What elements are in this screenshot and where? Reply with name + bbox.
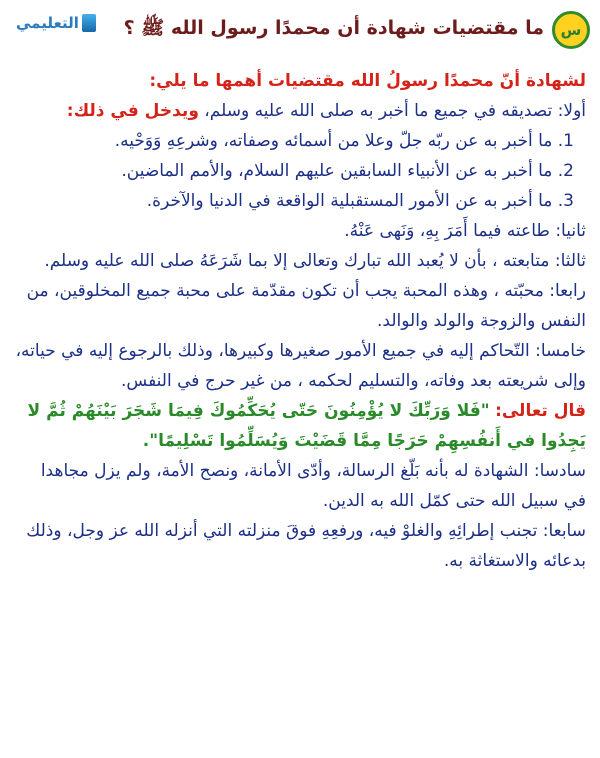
list-item-1: 1. ما أخبر به عن ربّه جلّ وعلا من أسمائه وصفاته، وشرعِهِ وَوَحْيه. xyxy=(114,131,574,151)
paragraph-first-text: تصديقه في جميع ما أخبر به صلى الله عليه وسلم، xyxy=(204,101,553,121)
question-badge: س xyxy=(552,11,590,49)
paragraph-fifth: خامسا: التّحاكم إليه في جميع الأمور صغيرها وكبيرها، وذلك بالرجوع إليه في حياته، وإلى شريعته بعد وفاته، والتسليم لحكمه ، من غير حرج في النفس. xyxy=(15,341,586,391)
paragraph-sixth: سادسا: الشهادة له بأنه بَلّغ الرسالة، وأدّى الأمانة، ونصح الأمة، ولم يزل مجاهدا في سبيل الله حتى كمّل الله به الدين. xyxy=(40,461,586,511)
quote-label: قال تعالى: xyxy=(495,401,586,421)
paragraph-fourth: رابعا: محبّته ، وهذه المحبة يجب أن تكون مقدّمة على محبة جميع المخلوقين، من النفس والزوجة والولد والوالد. xyxy=(26,281,586,331)
answer-content xyxy=(14,66,586,576)
logo-text: التعليمي xyxy=(16,14,79,32)
site-logo[interactable] xyxy=(16,14,96,32)
paragraph-third: ثالثا: متابعته ، بأن لا يُعبد الله تبارك وتعالى إلا بما شَرَعَهُ صلى الله عليه وسلم. xyxy=(44,251,586,271)
list-item-3: 3. ما أخبر به عن الأمور المستقبلية الواقعة في الدنيا والآخرة. xyxy=(146,191,574,211)
quran-quote xyxy=(14,396,586,456)
question-header xyxy=(16,8,590,52)
logo-icon xyxy=(82,14,96,32)
quote-text: "فَلا وَرَبِّكَ لا يُؤْمِنُونَ حَتّى يُحَكِّمُوكَ فِيمَا شَجَرَ بَيْنَهُمْ ثُمَّ لا يَجِدُوا في أَنفُسِهِمْ حَرَجًا مِمَّا قَضَيْتَ وَيُسَلِّمُوا تَسْلِيمًا". xyxy=(27,401,586,451)
paragraph-first xyxy=(14,96,586,126)
paragraph-first-label: أولا: xyxy=(557,101,586,121)
paragraph-seventh: سابعا: تجنب إطرائِهِ والغلوْ فيه، ورفعِهِ فوقَ منزلته التي أنزله الله عز وجل، وذلك بدعائه والاستغاثة به. xyxy=(26,521,586,571)
paragraph-second: ثانيا: طاعته فيما أَمَرَ بِهِ، وَنَهى عَنْهُ. xyxy=(344,221,586,241)
intro-line: لشهادة أنّ محمدًا رسولُ الله مقتضيات أهمها ما يلي: xyxy=(149,71,586,91)
list-item-2: 2. ما أخبر به عن الأنبياء السابقين عليهم السلام، والأمم الماضين. xyxy=(121,161,574,181)
paragraph-first-tail: ويدخل في ذلك: xyxy=(66,101,199,121)
question-title: ما مقتضيات شهادة أن محمدًا رسول الله ﷺ ؟ xyxy=(123,17,544,39)
